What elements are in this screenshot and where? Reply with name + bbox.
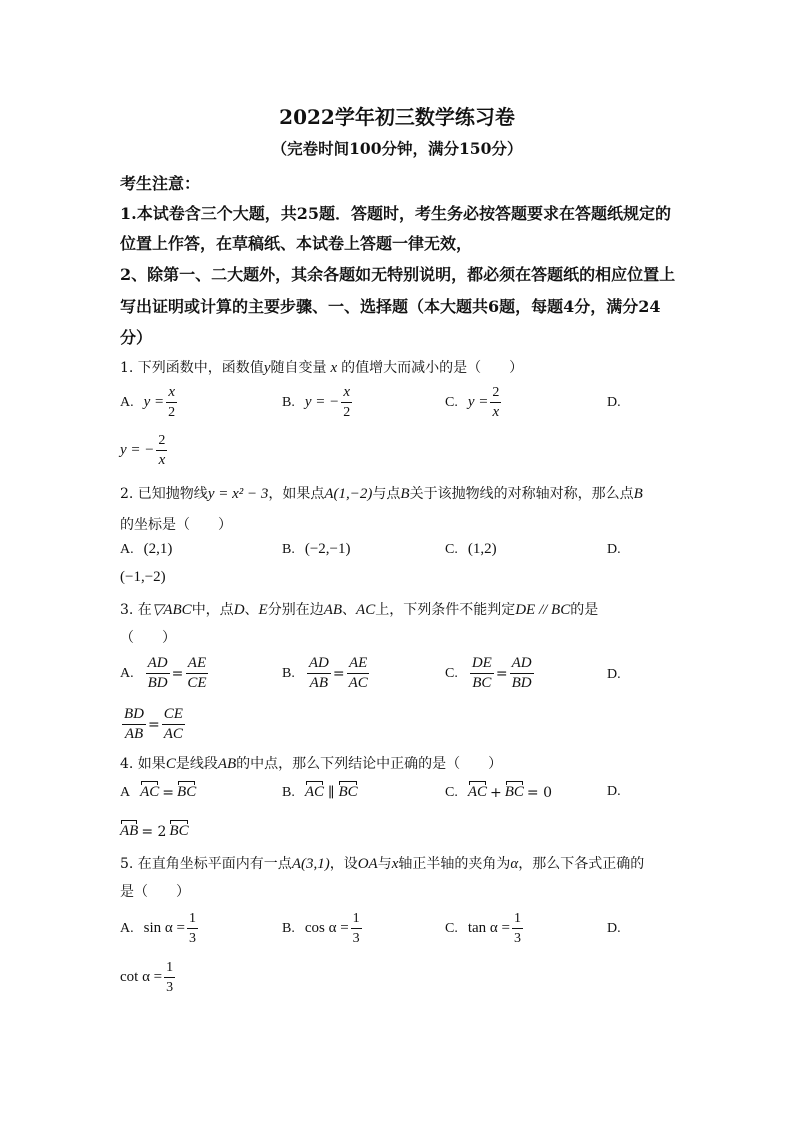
question-1-option-d[interactable]: y = − $\frac{2}{x}$ (120, 433, 166, 468)
question-1-option-c[interactable]: C. y = $\frac{2}{x}$ (445, 385, 500, 420)
question-4-option-c[interactable]: C. AC + BC = 0 (445, 784, 553, 801)
fraction: $\frac{1}{3}$ (352, 911, 360, 946)
question-4-option-d-label[interactable]: D. (607, 784, 621, 799)
question-3-stem-line-2: （ ） (120, 630, 176, 646)
notice-line-3: 2、除第一、二大题外，其余各题如无特别说明，都必须在答题纸的相应位置上 (120, 265, 676, 284)
question-1-option-b[interactable]: B. y = − $\frac{x}{2}$ (282, 384, 351, 420)
question-2-option-d-label[interactable]: D. (607, 542, 621, 557)
fraction: $\frac{1}{3}$ (514, 911, 521, 946)
fraction: $\frac{1}{3}$ (188, 911, 196, 946)
fraction: $\frac{x}{2}$ (343, 384, 351, 420)
question-5-option-d-label[interactable]: D. (607, 921, 621, 936)
question-2-option-b[interactable]: B. (−2,−1) (282, 541, 351, 557)
fraction: $\frac{2}{x}$ (492, 385, 500, 420)
notice-line-4: 写出证明或计算的主要步骤、一、选择题（本大题共6题，每题4分，满分24 (120, 297, 661, 316)
notice-line-5: 分） (120, 328, 153, 347)
fraction: $\frac{AD}{BD}$ (511, 655, 532, 691)
fraction: $\frac{1}{3}$ (166, 960, 174, 995)
question-3-option-a[interactable]: A. $\frac{AD}{BD}$ = $\frac{AE}{CE}$ (120, 655, 207, 691)
fraction: $\frac{x}{2}$ (168, 384, 176, 420)
question-5-option-b[interactable]: B. cos α = $\frac{1}{3}$ (282, 911, 360, 946)
question-3-option-c[interactable]: C. $\frac{DE}{BC}$ = $\frac{AD}{BD}$ (445, 655, 532, 691)
question-1-option-a[interactable]: A. y = $\frac{x}{2}$ (120, 384, 176, 420)
question-1-stem: 1. 下列函数中，函数值y随自变量 x 的值增大而减小的是（ ） (120, 360, 524, 376)
question-5-stem: 5. 在直角坐标平面内有一点A(3,1)，设OA与x轴正半轴的夹角为α，那么下各式正确的 (120, 856, 645, 872)
page-title: 2022学年初三数学练习卷 (279, 105, 515, 129)
question-3-stem: 3. 在▽ABC中，点D、E分别在边AB、AC上，下列条件不能判定DE // BC的是 (120, 602, 599, 618)
question-2-stem-line-2: 的坐标是（ ） (120, 517, 232, 533)
question-3-option-b[interactable]: B. $\frac{AD}{AB}$ = $\frac{AE}{AC}$ (282, 655, 368, 691)
question-2-option-c[interactable]: C. (1,2) (445, 541, 497, 557)
question-2-option-d[interactable]: (−1,−2) (120, 569, 166, 585)
question-2-option-a[interactable]: A. (2,1) (120, 541, 173, 557)
fraction: $\frac{BD}{AB}$ (124, 706, 144, 742)
question-4-stem: 4. 如果C是线段AB的中点，那么下列结论中正确的是（ ） (120, 756, 503, 772)
question-1-option-d-label[interactable]: D. (607, 395, 621, 410)
page-subtitle: （完卷时间100分钟，满分150分） (271, 139, 523, 158)
question-5-stem-line-2: 是（ ） (120, 884, 190, 900)
question-4-option-b[interactable]: B. AC ∥ BC (282, 784, 358, 801)
question-2-stem: 2. 已知抛物线y = x² − 3，如果点A(1,−2)与点B关于该抛物线的对称轴对称，那么点B (120, 486, 643, 502)
question-5-option-a[interactable]: A. sin α = $\frac{1}{3}$ (120, 911, 196, 946)
question-3-option-d-label[interactable]: D. (607, 667, 621, 682)
fraction: $\frac{DE}{BC}$ (471, 655, 492, 691)
question-3-option-d[interactable]: $\frac{BD}{AB}$ = $\frac{CE}{AC}$ (124, 706, 183, 742)
question-5-option-c[interactable]: C. tan α = $\frac{1}{3}$ (445, 911, 521, 946)
fraction: $\frac{AD}{BD}$ (147, 655, 168, 691)
question-5-option-d[interactable]: cot α = $\frac{1}{3}$ (120, 960, 174, 995)
notice-heading: 考生注意： (120, 174, 201, 193)
fraction: $\frac{2}{x}$ (158, 433, 166, 468)
notice-line-2: 位置上作答，在草稿纸、本试卷上答题一律无效， (120, 234, 473, 253)
question-4-option-d[interactable]: AB = 2 BC (120, 823, 189, 840)
fraction: $\frac{AD}{AB}$ (308, 655, 329, 691)
question-4-option-a[interactable]: A AC = BC (120, 784, 197, 801)
fraction: $\frac{CE}{AC}$ (163, 706, 183, 742)
notice-line-1: 1.本试卷含三个大题，共25题．答题时，考生务必按答题要求在答题纸规定的 (120, 204, 671, 223)
fraction: $\frac{AE}{AC}$ (348, 655, 368, 691)
fraction: $\frac{AE}{CE}$ (187, 655, 207, 691)
